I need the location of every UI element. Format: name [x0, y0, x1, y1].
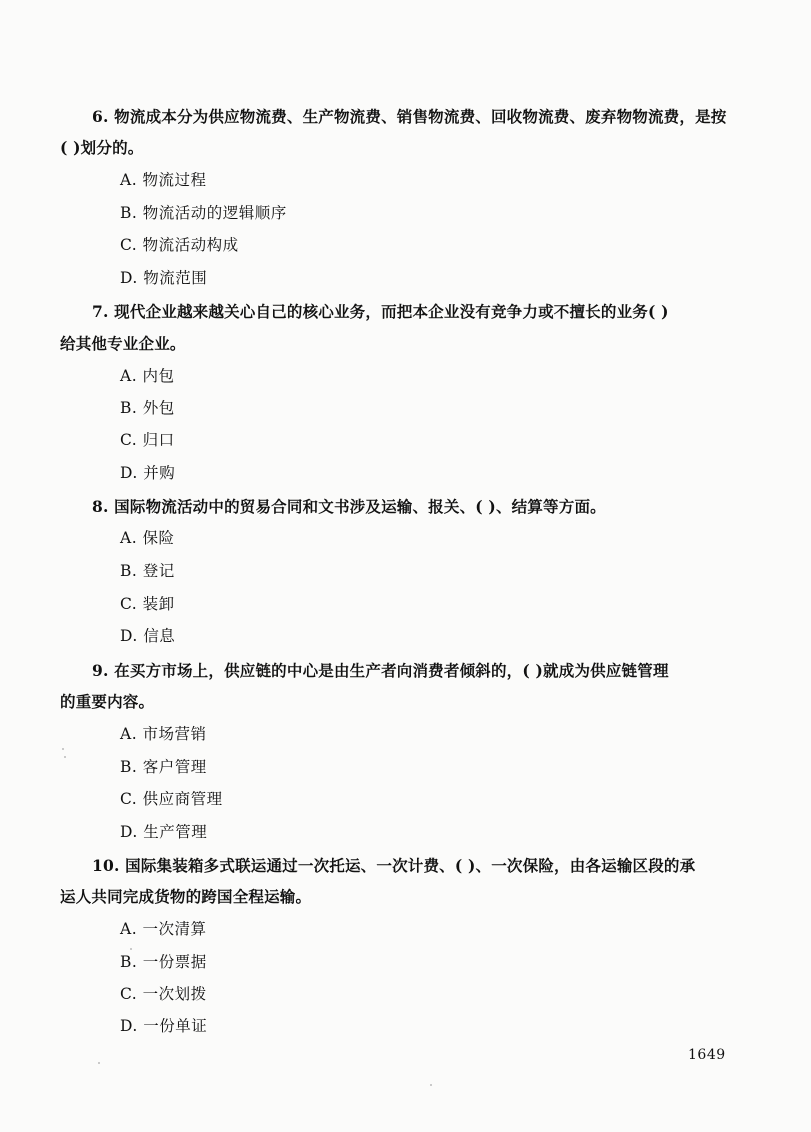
- q9-option-b: B. 客户管理: [120, 758, 207, 776]
- scan-speck: [98, 1062, 100, 1064]
- q9-stem-line1: 9. 在买方市场上，供应链的中心是由生产者向消费者倾斜的，( )就成为供应链管理: [92, 661, 669, 680]
- q7-option-a: A. 内包: [120, 367, 175, 385]
- q8-stem-line1: 8. 国际物流活动中的贸易合同和文书涉及运输、报关、( )、结算等方面。: [92, 497, 606, 516]
- q6-option-a: A. 物流过程: [120, 171, 207, 189]
- q10-option-d: D. 一份单证: [120, 1017, 208, 1035]
- q6-stem-line2: ( )划分的。: [60, 138, 144, 157]
- q7-option-b: B. 外包: [120, 399, 175, 417]
- q6-stem-line1: 6. 物流成本分为供应物流费、生产物流费、销售物流费、回收物流费、废弃物物流费，是按: [92, 107, 727, 126]
- scan-speck: [130, 948, 132, 950]
- q9-option-d: D. 生产管理: [120, 823, 208, 841]
- scan-speck: [62, 748, 64, 750]
- q9-stem-line2: 的重要内容。: [60, 692, 155, 711]
- q7-stem-line1: 7. 现代企业越来越关心自己的核心业务，而把本企业没有竞争力或不擅长的业务( ): [92, 302, 669, 321]
- q10-stem-line2: 运人共同完成货物的跨国全程运输。: [60, 887, 312, 906]
- q9-option-a: A. 市场营销: [120, 725, 207, 743]
- scan-speck: [64, 756, 66, 758]
- q7-option-c: C. 归口: [120, 431, 175, 449]
- q8-option-b: B. 登记: [120, 562, 175, 580]
- q6-option-c: C. 物流活动构成: [120, 236, 239, 254]
- q9-option-c: C. 供应商管理: [120, 790, 223, 808]
- q7-stem-line2: 给其他专业企业。: [60, 334, 186, 353]
- q10-option-a: A. 一次清算: [120, 920, 207, 938]
- q8-option-d: D. 信息: [120, 627, 176, 645]
- q8-option-a: A. 保险: [120, 529, 175, 547]
- q6-option-b: B. 物流活动的逻辑顺序: [120, 204, 287, 222]
- q10-option-c: C. 一次划拨: [120, 985, 207, 1003]
- q7-option-d: D. 并购: [120, 464, 176, 482]
- q10-stem-line1: 10. 国际集装箱多式联运通过一次托运、一次计费、( )、一次保险，由各运输区段的承: [92, 856, 696, 875]
- scan-speck: [430, 1084, 432, 1086]
- q8-option-c: C. 装卸: [120, 595, 175, 613]
- page-number: 1649: [688, 1047, 726, 1063]
- q10-option-b: B. 一份票据: [120, 953, 207, 971]
- q6-option-d: D. 物流范围: [120, 269, 208, 287]
